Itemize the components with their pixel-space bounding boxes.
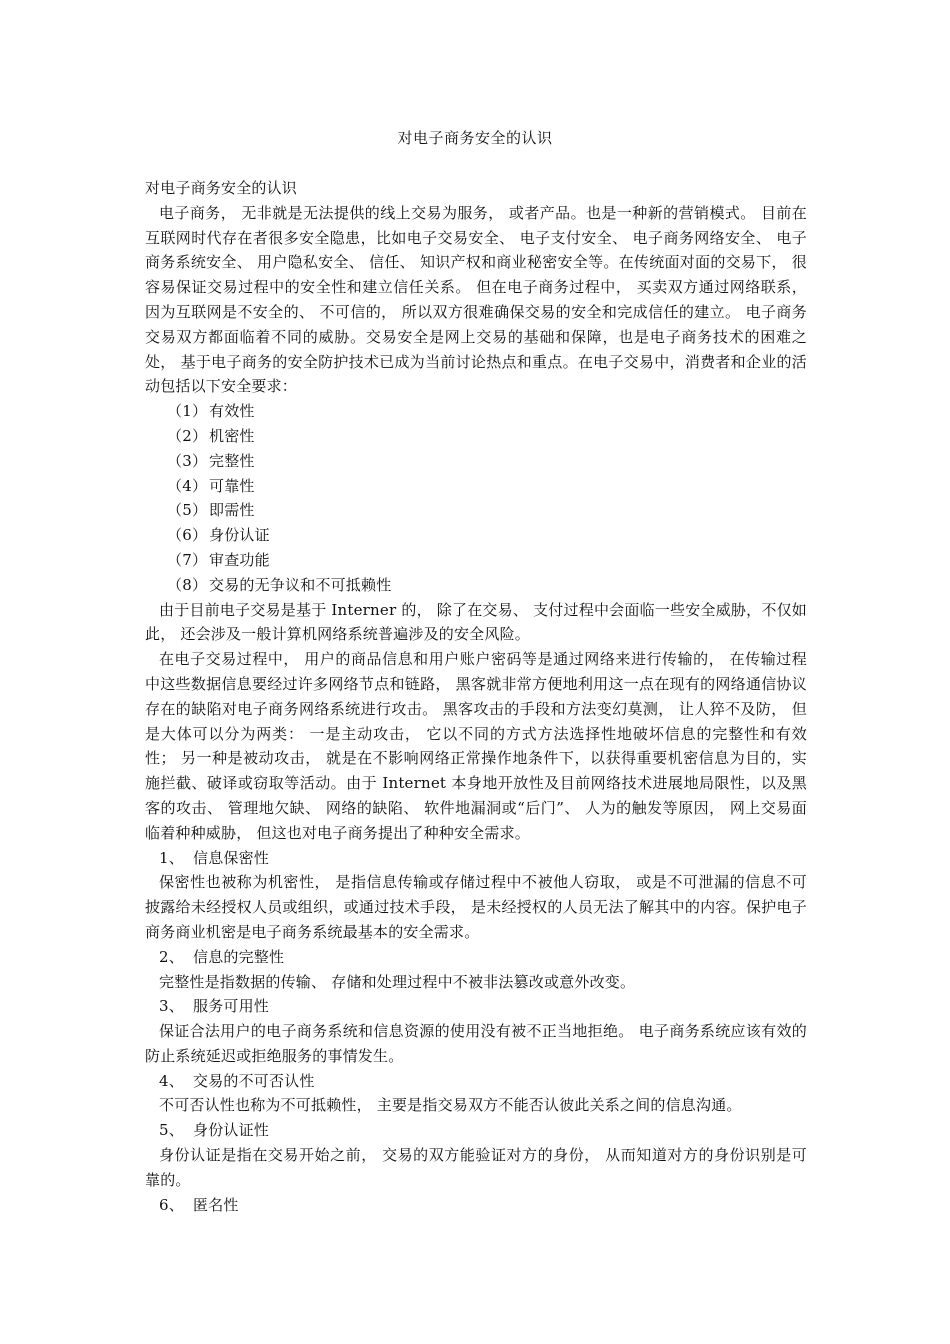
section-number: 5、 bbox=[159, 1121, 184, 1140]
section-number: 1、 bbox=[159, 848, 184, 867]
section-body: 不可否认性也称为不可抵赖性， 主要是指交易双方不能否认彼此关系之间的信息沟通。 bbox=[159, 1096, 742, 1115]
section-body: 身份认证是指在交易开始之前， 交易的双方能验证对方的身份， 从而知道对方的身份识别是可靠的。 bbox=[145, 1146, 807, 1189]
section-heading bbox=[145, 846, 807, 871]
section-heading-text: 服务可用性 bbox=[193, 997, 270, 1016]
section-heading-text: 信息保密性 bbox=[193, 848, 270, 867]
requirement-number: （6） bbox=[167, 526, 208, 545]
section-number: 2、 bbox=[159, 947, 184, 966]
requirement-number: （1） bbox=[167, 402, 208, 421]
section-heading bbox=[145, 1069, 807, 1094]
section-list bbox=[145, 846, 807, 1218]
requirement-text: 审查功能 bbox=[209, 550, 270, 569]
section-heading bbox=[145, 945, 807, 970]
requirement-number: （5） bbox=[167, 501, 208, 520]
requirement-item bbox=[145, 424, 807, 449]
requirement-item bbox=[145, 573, 807, 598]
requirement-number: （4） bbox=[167, 476, 208, 495]
section-body: 保密性也被称为机密性， 是指信息传输或存储过程中不被他人窃取， 或是不可泄漏的信息不可披露给未经授权人员或组织，或通过技术手段， 是未经授权的人员无法了解其中的内容。保护电子商务商业机密是电子商务系统最基本的安全需求。 bbox=[145, 873, 807, 941]
section-body: 完整性是指数据的传输、 存储和处理过程中不被非法篡改或意外改变。 bbox=[159, 972, 636, 991]
section-number: 3、 bbox=[159, 997, 184, 1016]
requirement-item bbox=[145, 399, 807, 424]
requirement-item bbox=[145, 548, 807, 573]
document-body bbox=[145, 176, 807, 1217]
requirement-text: 机密性 bbox=[209, 426, 255, 445]
section-heading-text: 身份认证性 bbox=[193, 1121, 270, 1140]
document-title: 对电子商务安全的认识 bbox=[397, 129, 553, 147]
requirement-number: （8） bbox=[167, 575, 208, 594]
requirement-item bbox=[145, 523, 807, 548]
attacks-paragraph: 在电子交易过程中， 用户的商品信息和用户账户密码等是通过网络来进行传输的， 在传输过程中这些数据信息要经过许多网络节点和链路， 黑客就非常方便地利用这一点在现有的网络通信协议存在的缺陷对电子商务网络系统进行攻击。 黑客攻击的手段和方法变幻莫测， 让人猝不及防， 但是大体可以分为两类： 一是主动攻击， 它以不同的方式方法选择性地破坏信息的完整性和有效性； 另一种是被动攻击， 就是在不影响网络正常操作地条件下，以获得重要机密信息为目的，实施拦截、破译或窃取等活动。由于 Internet 本身地开放性及目前网络技术进展地局限性，以及黑客的攻击、 管理地欠缺、 网络的缺陷、 软件地漏洞或“后门”、 人为的触发等原因， 网上交易面临着种种威胁， 但这也对电子商务提出了种种安全需求。 bbox=[145, 650, 807, 842]
requirement-text: 交易的无争议和不可抵赖性 bbox=[209, 575, 392, 594]
requirements-list bbox=[145, 399, 807, 597]
requirement-number: （2） bbox=[167, 426, 208, 445]
section-heading bbox=[145, 1193, 807, 1218]
requirement-item bbox=[145, 498, 807, 523]
section-heading bbox=[145, 1118, 807, 1143]
requirement-text: 有效性 bbox=[209, 402, 255, 421]
requirement-item bbox=[145, 449, 807, 474]
requirement-text: 完整性 bbox=[209, 451, 255, 470]
section-heading-text: 交易的不可否认性 bbox=[193, 1071, 315, 1090]
section-number: 6、 bbox=[159, 1195, 184, 1214]
section-heading bbox=[145, 994, 807, 1019]
requirement-number: （3） bbox=[167, 451, 208, 470]
section-heading-text: 匿名性 bbox=[193, 1195, 239, 1214]
threats-paragraph: 由于目前电子交易是基于 Interner 的， 除了在交易、 支付过程中会面临一些安全威胁，不仅如此， 还会涉及一般计算机网络系统普遍涉及的安全风险。 bbox=[145, 600, 807, 644]
section-number: 4、 bbox=[159, 1071, 184, 1090]
section-heading-text: 信息的完整性 bbox=[193, 947, 285, 966]
requirement-text: 可靠性 bbox=[209, 476, 255, 495]
document-subtitle: 对电子商务安全的认识 bbox=[145, 179, 298, 197]
requirement-text: 身份认证 bbox=[209, 526, 270, 545]
requirement-text: 即需性 bbox=[209, 501, 255, 520]
requirement-number: （7） bbox=[167, 550, 208, 569]
intro-paragraph: 电子商务， 无非就是无法提供的线上交易为服务， 或者产品。也是一种新的营销模式。 目前在互联网时代存在者很多安全隐患，比如电子交易安全、 电子支付安全、 电子商务网络安全、 电子商务系统安全、 用户隐私安全、 信任、 知识产权和商业秘密安全等。在传统面对面的交易下， 很容易保证交易过程中的安全性和建立信任关系。 但在电子商务过程中， 买卖双方通过网络联系，因为互联网是不安全的、 不可信的， 所以双方很难确保交易的安全和完成信任的建立。 电子商务交易双方都面临着不同的威胁。交易安全是网上交易的基础和保障，也是电子商务技术的困难之处， 基于电子商务的安全防护技术已成为当前讨论热点和重点。在电子交易中，消费者和企业的活动包括以下安全要求： bbox=[145, 203, 807, 396]
requirement-item bbox=[145, 474, 807, 499]
section-body: 保证合法用户的电子商务系统和信息资源的使用没有被不正当地拒绝。 电子商务系统应该有效的防止系统延迟或拒绝服务的事情发生。 bbox=[145, 1022, 807, 1065]
